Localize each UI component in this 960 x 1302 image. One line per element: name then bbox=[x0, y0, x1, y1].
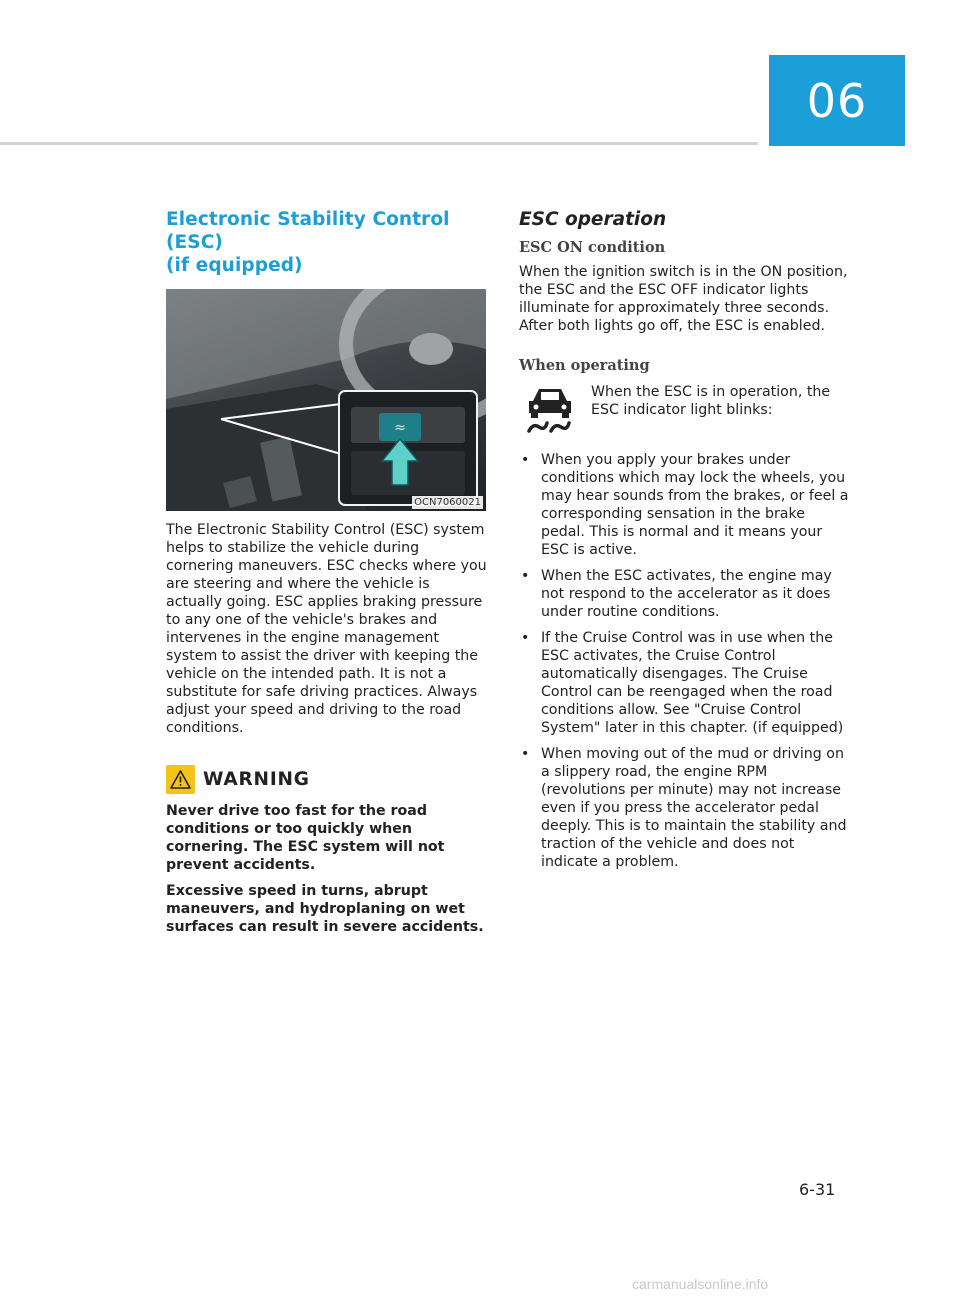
chapter-tab: 06 bbox=[769, 55, 905, 146]
dashboard-illustration bbox=[166, 289, 486, 511]
when-operating-title: When operating bbox=[519, 357, 650, 374]
bullet-dot: • bbox=[521, 568, 530, 584]
page-number: 6-31 bbox=[799, 1180, 836, 1199]
warning-header bbox=[166, 765, 488, 794]
bullet-text: When moving out of the mud or driving on a slippery road, the engine RPM (revolutions per minute) may not increase even if you press the accelerator pedal deeply. This is to maintain the stability and traction of the vehicle and does not indicate a problem. bbox=[541, 746, 847, 870]
section-title bbox=[166, 208, 488, 277]
bullet-text: When the ESC activates, the engine may not respond to the accelerator as it does under routine conditions. bbox=[541, 568, 832, 620]
esc-indicator-text: When the ESC is in operation, the ESC indicator light blinks: bbox=[591, 384, 831, 418]
esc-indicator-row bbox=[519, 383, 849, 437]
section-title-line1: Electronic Stability Control (ESC) bbox=[166, 209, 450, 253]
left-column bbox=[166, 208, 488, 936]
bullet-item bbox=[519, 567, 849, 621]
figure-code: OCN7060021 bbox=[414, 497, 481, 508]
warning-icon bbox=[166, 765, 195, 794]
bullet-text: If the Cruise Control was in use when the ESC activates, the Cruise Control automatically disengages. The Cruise Control can be reengaged when the road conditions allow. See "Cruise Control System" later in this chapter. (if equipped) bbox=[541, 630, 844, 736]
esc-indicator-icon bbox=[519, 383, 591, 437]
warning-title: WARNING bbox=[203, 769, 310, 790]
esc-on-condition-text: When the ignition switch is in the ON position, the ESC and the ESC OFF indicator lights illuminate for approximately three seconds. After both lights go off, the ESC is enabled. bbox=[519, 264, 848, 334]
bullet-item bbox=[519, 451, 849, 559]
svg-text:≈: ≈ bbox=[394, 420, 406, 436]
bullet-item bbox=[519, 745, 849, 871]
section-title-line2: (if equipped) bbox=[166, 255, 303, 276]
header-rule bbox=[0, 142, 758, 145]
bullet-dot: • bbox=[521, 630, 530, 646]
esc-operation-bullets bbox=[519, 451, 849, 871]
warning-text-2: Excessive speed in turns, abrupt maneuvers, and hydroplaning on wet surfaces can result in severe accidents. bbox=[166, 883, 484, 935]
bullet-text: When you apply your brakes under conditions which may lock the wheels, you may hear sounds from the brakes, or feel a corresponding sensation in the brake pedal. This is normal and it means your ESC is active. bbox=[541, 452, 849, 558]
right-column bbox=[519, 208, 849, 879]
warning-text-1: Never drive too fast for the road conditions or too quickly when cornering. The ESC system will not prevent accidents. bbox=[166, 803, 445, 873]
bullet-item bbox=[519, 629, 849, 737]
esc-operation-title: ESC operation bbox=[519, 209, 667, 230]
esc-description: The Electronic Stability Control (ESC) system helps to stabilize the vehicle during cornering maneuvers. ESC checks where you are steering and where the vehicle is actually going. ESC applies braking pressure to any one of the vehicle's brakes and intervenes in the engine management system to assist the driver with keeping the vehicle on the intended path. It is not a substitute for safe driving practices. Always adjust your speed and driving to the road conditions. bbox=[166, 522, 487, 736]
esc-on-condition-title: ESC ON condition bbox=[519, 239, 666, 256]
bullet-dot: • bbox=[521, 452, 530, 468]
bullet-dot: • bbox=[521, 746, 530, 762]
esc-button-figure bbox=[166, 289, 486, 511]
watermark: carmanualsonline.info bbox=[632, 1276, 769, 1292]
